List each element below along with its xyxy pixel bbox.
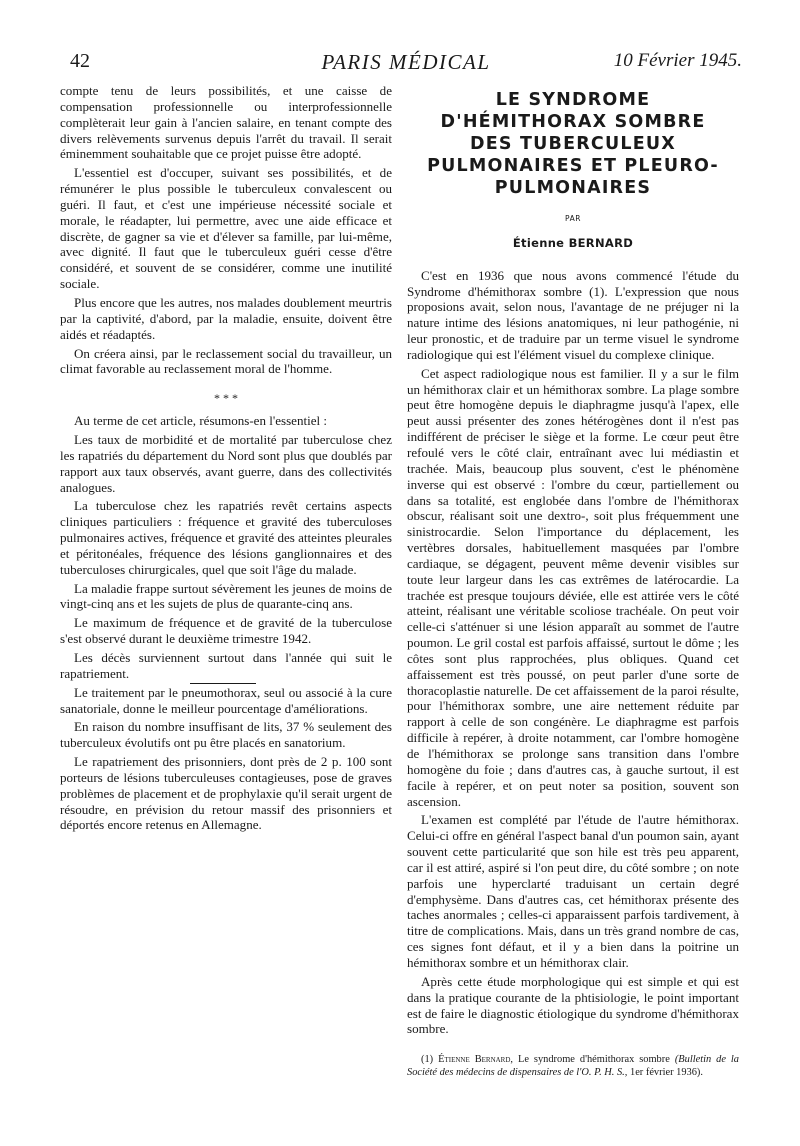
footnote-text: Le syndrome d'hémithorax sombre xyxy=(518,1054,670,1066)
summary-intro: Au terme de cet article, résumons-en l'essentiel : xyxy=(74,413,328,429)
title-line: PULMONAIRES xyxy=(494,178,652,198)
author-name: Étienne BERNARD xyxy=(512,235,634,250)
footnote-author: Étienne Bernard, xyxy=(438,1054,514,1066)
title-line: PULMONAIRES ET PLEURO- xyxy=(427,156,719,176)
footnote xyxy=(407,1053,739,1079)
summary-item: Le maximum de fréquence et de gravité de la tuberculose s'est observé durant le deuxième trimestre 1942. xyxy=(60,615,392,647)
journal-title: PARIS MÉDICAL xyxy=(321,50,491,74)
closing-rule xyxy=(190,683,256,684)
summary-item: Les taux de morbidité et de mortalité par tuberculose chez les rapatriés du département du Nord sont plus que doublés par rapport aux taux observés, avant guerre, dans des collectivités analogues. xyxy=(60,432,392,495)
paragraph: compte tenu de leurs possibilités, et une caisse de compensation professionnelle ou interprofessionnelle complèterait leur gain à l'ancien salaire, en tenant compte des divers relèvements survenus depuis l'arrêt du travail. Il serait éminemment souhaitable que ce projet puisse être adopté. xyxy=(60,83,392,162)
paragraph: C'est en 1936 que nous avons commencé l'étude du Syndrome d'hémithorax sombre (1). L'expression que nous proposions avait, selon nous, l'avantage de ne préjuger ni la nature intime des lésions anatomiques, ni leur pathogénie, ni leur pronostic, et de traduire par un terme visuel le syndrome radiologique qui est l'élément visuel du complexe clinique. xyxy=(407,267,739,362)
footnote-source: (Bulletin de la Société des médecins de dispensaires de l'O. P. H. S., xyxy=(407,1054,739,1079)
title-line: D'HÉMITHORAX SOMBRE xyxy=(440,112,706,132)
paragraph: Cet aspect radiologique nous est familier. Il y a sur le film un hémithorax clair et un hémithorax sombre. La plage sombre peut être homogène depuis le diaphragme jusqu'à l'apex, elle peut aussi présenter des zones hétérogènes dont il n'est pas indifférent de préciser le siège et la forme. Le cœur peut être refoulé vers le côté clair, entraînant avec lui médiastin et trachée. Mais, beaucoup plus souvent, c'est le phénomène inverse qui est observé : l'ombre du cœur, partiellement ou dans sa totalité, est englobée dans l'ombre de l'hémithorax obscur, réalisant soit une dextro-, soit plus fréquemment une sinistrocardie. Selon l'importance du déplacement, les vertèbres dorsales, habituellement masquées par l'ombre cardiaque, se dégagent, peuvent même devenir visibles sur toute leur largeur dans les cas extrêmes de latérocardie. La trachée est presque toujours déviée, elle est attirée vers le côté atteint, réalisant une véritable scoliose trachéale. On peut voir celle-ci s'atténuer si une lésion apparaît au sommet de l'autre poumon. Le gril costal est parfois affaissé, surtout le dôme ; les côtes sont plus rapprochées, plus obliques. Quand cet affaissement est très poussé, on peut parler d'une sorte de thoracoplastie naturelle. De cet affaissement de la paroi résulte, pour l'hémithorax sombre, une aire nettement réduite par rapport à celle de son congénère. Le diaphragme est parfois difficile à repérer, à droite notamment, car l'ombre homogène de l'hémithorax se prolonge sans transition dans l'ombre homogène du foie ; dans d'autres cas, à gauche surtout, il est facile à repérer, et on peut noter sa position, souvent son ascension. xyxy=(407,365,739,809)
byline-par: PAR xyxy=(565,214,581,223)
running-header xyxy=(70,50,742,80)
footnote-marker: (1) xyxy=(421,1054,434,1066)
paragraph: Après cette étude morphologique qui est simple et qui est dans la pratique courante de la phtisiologie, le point important est de faire le diagnostic étiologique du syndrome d'hémithorax sombre. xyxy=(407,973,739,1037)
title-line: DES TUBERCULEUX xyxy=(470,134,676,154)
article-title xyxy=(407,89,739,199)
summary-item: Le traitement par le pneumothorax, seul ou associé à la cure sanatoriale, donne le meilleur pourcentage d'améliorations. xyxy=(60,684,392,716)
footnote-date: 1er février 1936). xyxy=(630,1067,703,1079)
summary-item: Les décès surviennent surtout dans l'année qui suit le rapatriement. xyxy=(60,650,392,681)
section-separator: * * * xyxy=(214,391,238,406)
paragraph: On créera ainsi, par le reclassement social du travailleur, un climat favorable au reclassement moral de l'homme. xyxy=(60,345,392,377)
left-column xyxy=(60,83,392,833)
paragraph: L'examen est complété par l'étude de l'autre hémithorax. Celui-ci offre en général l'aspect banal d'un poumon sain, ayant souvent cette particularité que son hile est très peu apparent, car il est attiré, aspiré si l'on peut dire, du côté sombre ; on note parfois une hyperclarté traduisant un certain degré d'emphysème. Dans d'autres cas, cet hémithorax présente des taches anormales ; celles-ci apparaissent parfois tardivement, à titre de complications. Mais, dans un très grand nombre de cas, ces signes font défaut, et il y a bien dans la poitrine un hémithorax sombre et un hémithorax clair. xyxy=(407,812,739,970)
summary-item: La tuberculose chez les rapatriés revêt certains aspects cliniques particuliers : fréquence et gravité des tuberculoses pulmonaires actives, fréquence et gravité des atteintes pleurales et péritonéales, fréquence des lésions ganglionnaires et des tuberculoses chirurgicales, quel que soit l'âge du malade. xyxy=(60,498,392,577)
summary-item: En raison du nombre insuffisant de lits, 37 % seulement des tuberculeux évolutifs ont pu être placés en sanatorium. xyxy=(60,719,392,751)
summary-item: La maladie frappe surtout sévèrement les jeunes de moins de vingt-cinq ans et les sujets de plus de quarante-cinq ans. xyxy=(60,580,392,612)
title-line: LE SYNDROME xyxy=(495,90,651,110)
issue-date: 10 Février 1945. xyxy=(613,50,742,71)
paragraph: Plus encore que les autres, nos malades doublement meurtris par la captivité, d'abord, par la maladie, ensuite, doivent être aidés et réadaptés. xyxy=(60,294,392,342)
paragraph: L'essentiel est d'occuper, suivant ses possibilités, et de rémunérer le plus possible le tuberculeux convalescent ou guéri. Il faut, et c'est une impérieuse nécessité sociale et morale, le réadapter, lui permettre, avec une aide efficace et discrète, de gagner sa vie et d'élever sa famille, par lui-même, avec dignité. Il faut que le tuberculeux guéri cesse d'être considéré, et souvent de se considérer, comme une inutilité sociale. xyxy=(60,165,392,292)
right-column xyxy=(407,83,739,1079)
summary-item: Le rapatriement des prisonniers, dont près de 2 p. 100 sont porteurs de lésions tuberculeuses contagieuses, pose de graves problèmes de placement et de prophylaxie qu'il serait urgent de résoudre, en prévision du retour massif des prisonniers et déportés encore retenus en Allemagne. xyxy=(60,754,392,833)
page-number: 42 xyxy=(70,50,90,72)
